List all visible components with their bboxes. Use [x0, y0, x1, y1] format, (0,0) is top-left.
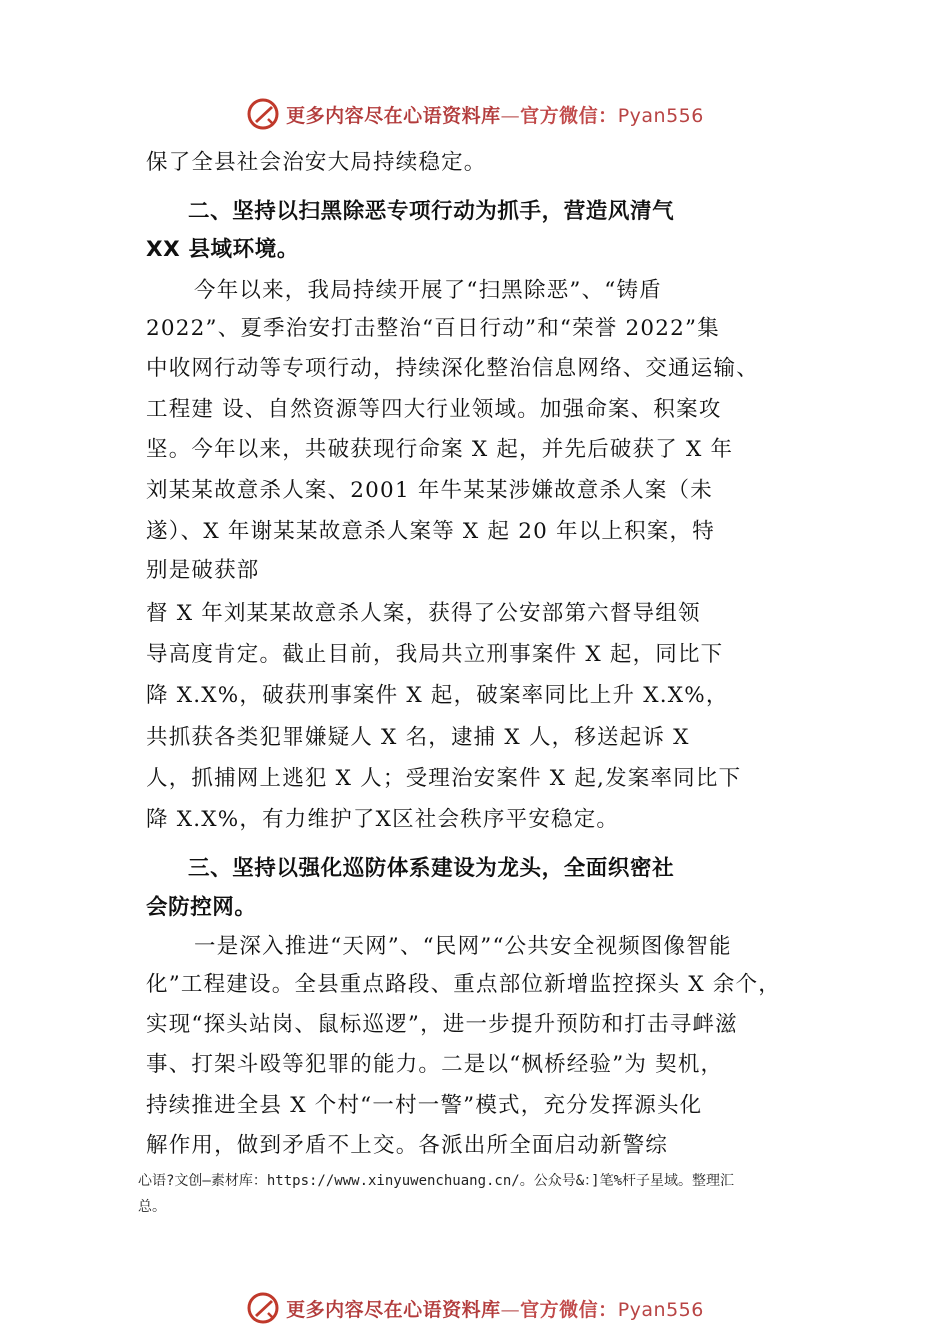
paragraph-line: 保了全县社会治安大局持续稳定。 [146, 150, 487, 175]
paragraph-line: 解作用，做到矛盾不上交。各派出所全面启动新警综 [146, 1133, 669, 1158]
source-footnote [138, 1168, 838, 1220]
paragraph-line: 今年以来，我局持续开展了“扫黑除恶”、“铸盾 [194, 278, 662, 303]
paragraph-line: 持续推进全县 X 个村“一村一警”模式，充分发挥源头化 [146, 1093, 703, 1118]
paragraph-line: 2022”、夏季治安打击整治“百日行动”和“荣誉 2022”集 [146, 316, 720, 341]
paragraph-line: 工程建 设、自然资源等四大行业领域。加强命案、积案攻 [146, 397, 722, 422]
paragraph-line: 降 X.X%，破获刑事案件 X 起，破案率同比上升 X.X%， [146, 683, 729, 708]
paragraph-line: 事、打架斗殴等犯罪的能力。二是以“枫桥经验”为 契机， [146, 1052, 724, 1077]
paragraph-line: 坚。今年以来，共破获现行命案 X 起，并先后破获了 X 年 [146, 437, 734, 462]
paragraph-line: 督 X 年刘某某故意杀人案，获得了公安部第六督导组领 [146, 601, 701, 626]
paragraph-line: 别是破获部 [146, 558, 260, 583]
footnote-line: 总。 [138, 1199, 166, 1215]
paragraph-line: 人，抓捕网上逃犯 X 人；受理治安案件 X 起,发案率同比下 [146, 766, 742, 791]
section-heading: XX 县域环境。 [146, 237, 299, 262]
paragraph-line: 一是深入推进“天网”、“民网”“公共安全视频图像智能 [194, 934, 732, 959]
watermark-banner-top [0, 94, 950, 134]
section-heading: 二、坚持以扫黑除恶专项行动为抓手，营造风清气 [188, 199, 675, 224]
paragraph-line: 中收网行动等专项行动，持续深化整治信息网络、交通运输、 [146, 356, 759, 381]
paragraph-line: 化”工程建设。全县重点路段、重点部位新增监控探头 X 余个， [146, 972, 781, 997]
paragraph-line: 导高度肯定。截止目前，我局共立刑事案件 X 起，同比下 [146, 642, 724, 667]
watermark-text: 更多内容尽在心语资料库—官方微信：Pyan556 [286, 104, 704, 127]
section-heading: 会防控网。 [146, 895, 257, 920]
paragraph-line: 共抓获各类犯罪嫌疑人 X 名，逮捕 X 人，移送起诉 X [146, 725, 690, 750]
section-heading: 三、坚持以强化巡防体系建设为龙头，全面织密社 [188, 856, 675, 881]
brand-logo-icon [246, 97, 280, 131]
watermark-text: 更多内容尽在心语资料库—官方微信：Pyan556 [286, 1298, 704, 1321]
paragraph-line: 刘某某故意杀人案、2001 年牛某某涉嫌故意杀人案（未 [146, 478, 713, 503]
watermark-banner-bottom [0, 1288, 950, 1328]
paragraph-line: 实现“探头站岗、鼠标巡逻”，进一步提升预防和打击寻衅滋 [146, 1012, 738, 1037]
paragraph-line: 降 X.X%，有力维护了X区社会秩序平安稳定。 [146, 807, 620, 832]
brand-logo-icon [246, 1291, 280, 1325]
footnote-line: 心语?文创—素材库：https://www.xinyuwenchuang.cn/。公众号&：]笔%杆子星域。整理汇 [138, 1173, 735, 1189]
paragraph-line: 遂）、X 年谢某某故意杀人案等 X 起 20 年以上积案，特 [146, 519, 715, 544]
